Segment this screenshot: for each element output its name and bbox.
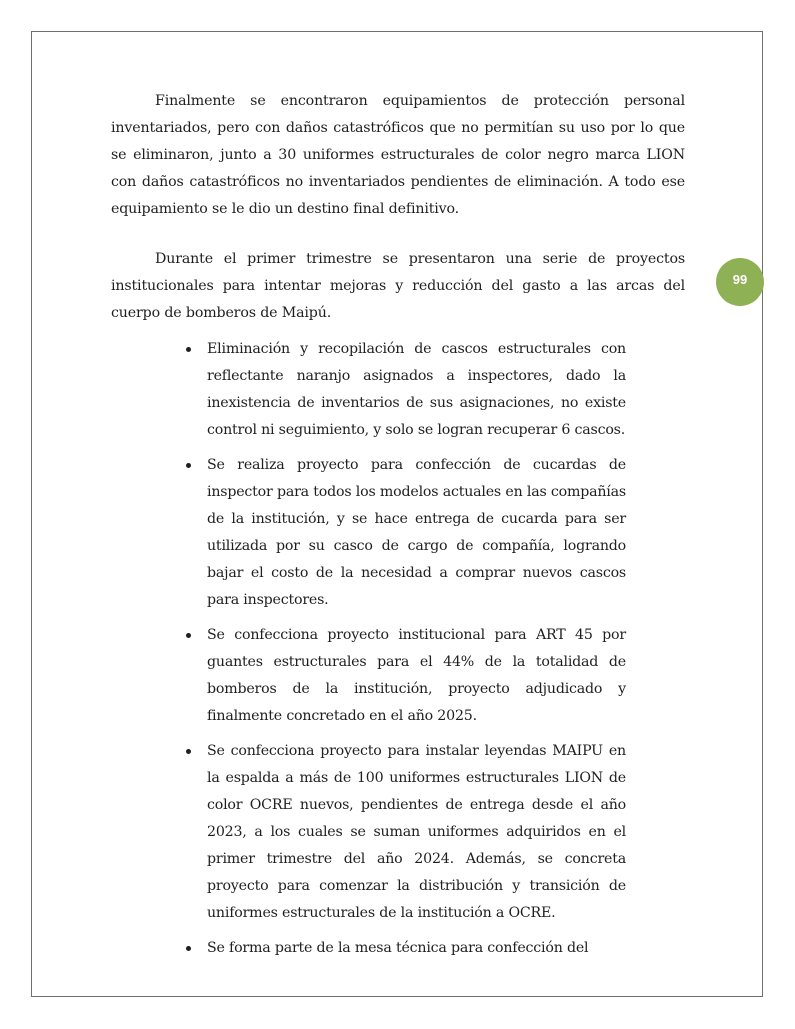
list-item-cucardas: Se realiza proyecto para confección de cucardas de inspector para todos los modelos actuales en las compañías de la institución, y se hace entrega de cucarda para ser utilizada por su casco de cargo de compañía, logrando bajar el costo de la necesidad a comprar nuevos cascos para inspectores. xyxy=(184,452,626,614)
project-list xyxy=(184,336,626,962)
list-item-uniform-legends: Se confecciona proyecto para instalar leyendas MAIPU en la espalda a más de 100 uniformes estructurales LION de color OCRE nuevos, pendientes de entrega desde el año 2023, a los cuales se suman uniformes adquiridos en el primer trimestre del año 2024. Además, se concreta proyecto para comenzar la distribución y transición de uniformes estructurales de la institución a OCRE. xyxy=(184,738,626,927)
document-body xyxy=(111,88,685,970)
paragraph-equipment-disposal: Finalmente se encontraron equipamientos de protección personal inventariados, pero con daños catastróficos que no permitían su uso por lo que se eliminaron, junto a 30 uniformes estructurales de color negro marca LION con daños catastróficos no inventariados pendientes de eliminación. A todo ese equipamiento se le dio un destino final definitivo. xyxy=(111,93,685,217)
list-item-helmets: Eliminación y recopilación de cascos estructurales con reflectante naranjo asignados a inspectores, dado la inexistencia de inventarios de sus asignaciones, no existe control ni seguimiento, y solo se logran recuperar 6 cascos. xyxy=(184,336,626,444)
list-item-gloves: Se confecciona proyecto institucional para ART 45 por guantes estructurales para el 44% de la totalidad de bomberos de la institución, proyecto adjudicado y finalmente concretado en el año 2025. xyxy=(184,622,626,730)
list-item-technical-table: Se forma parte de la mesa técnica para confección del xyxy=(184,935,626,962)
page-number-badge: 99 xyxy=(716,258,764,306)
paragraph-institutional-projects: Durante el primer trimestre se presentaron una serie de proyectos institucionales para intentar mejoras y reducción del gasto a las arcas del cuerpo de bomberos de Maipú. xyxy=(111,251,685,321)
